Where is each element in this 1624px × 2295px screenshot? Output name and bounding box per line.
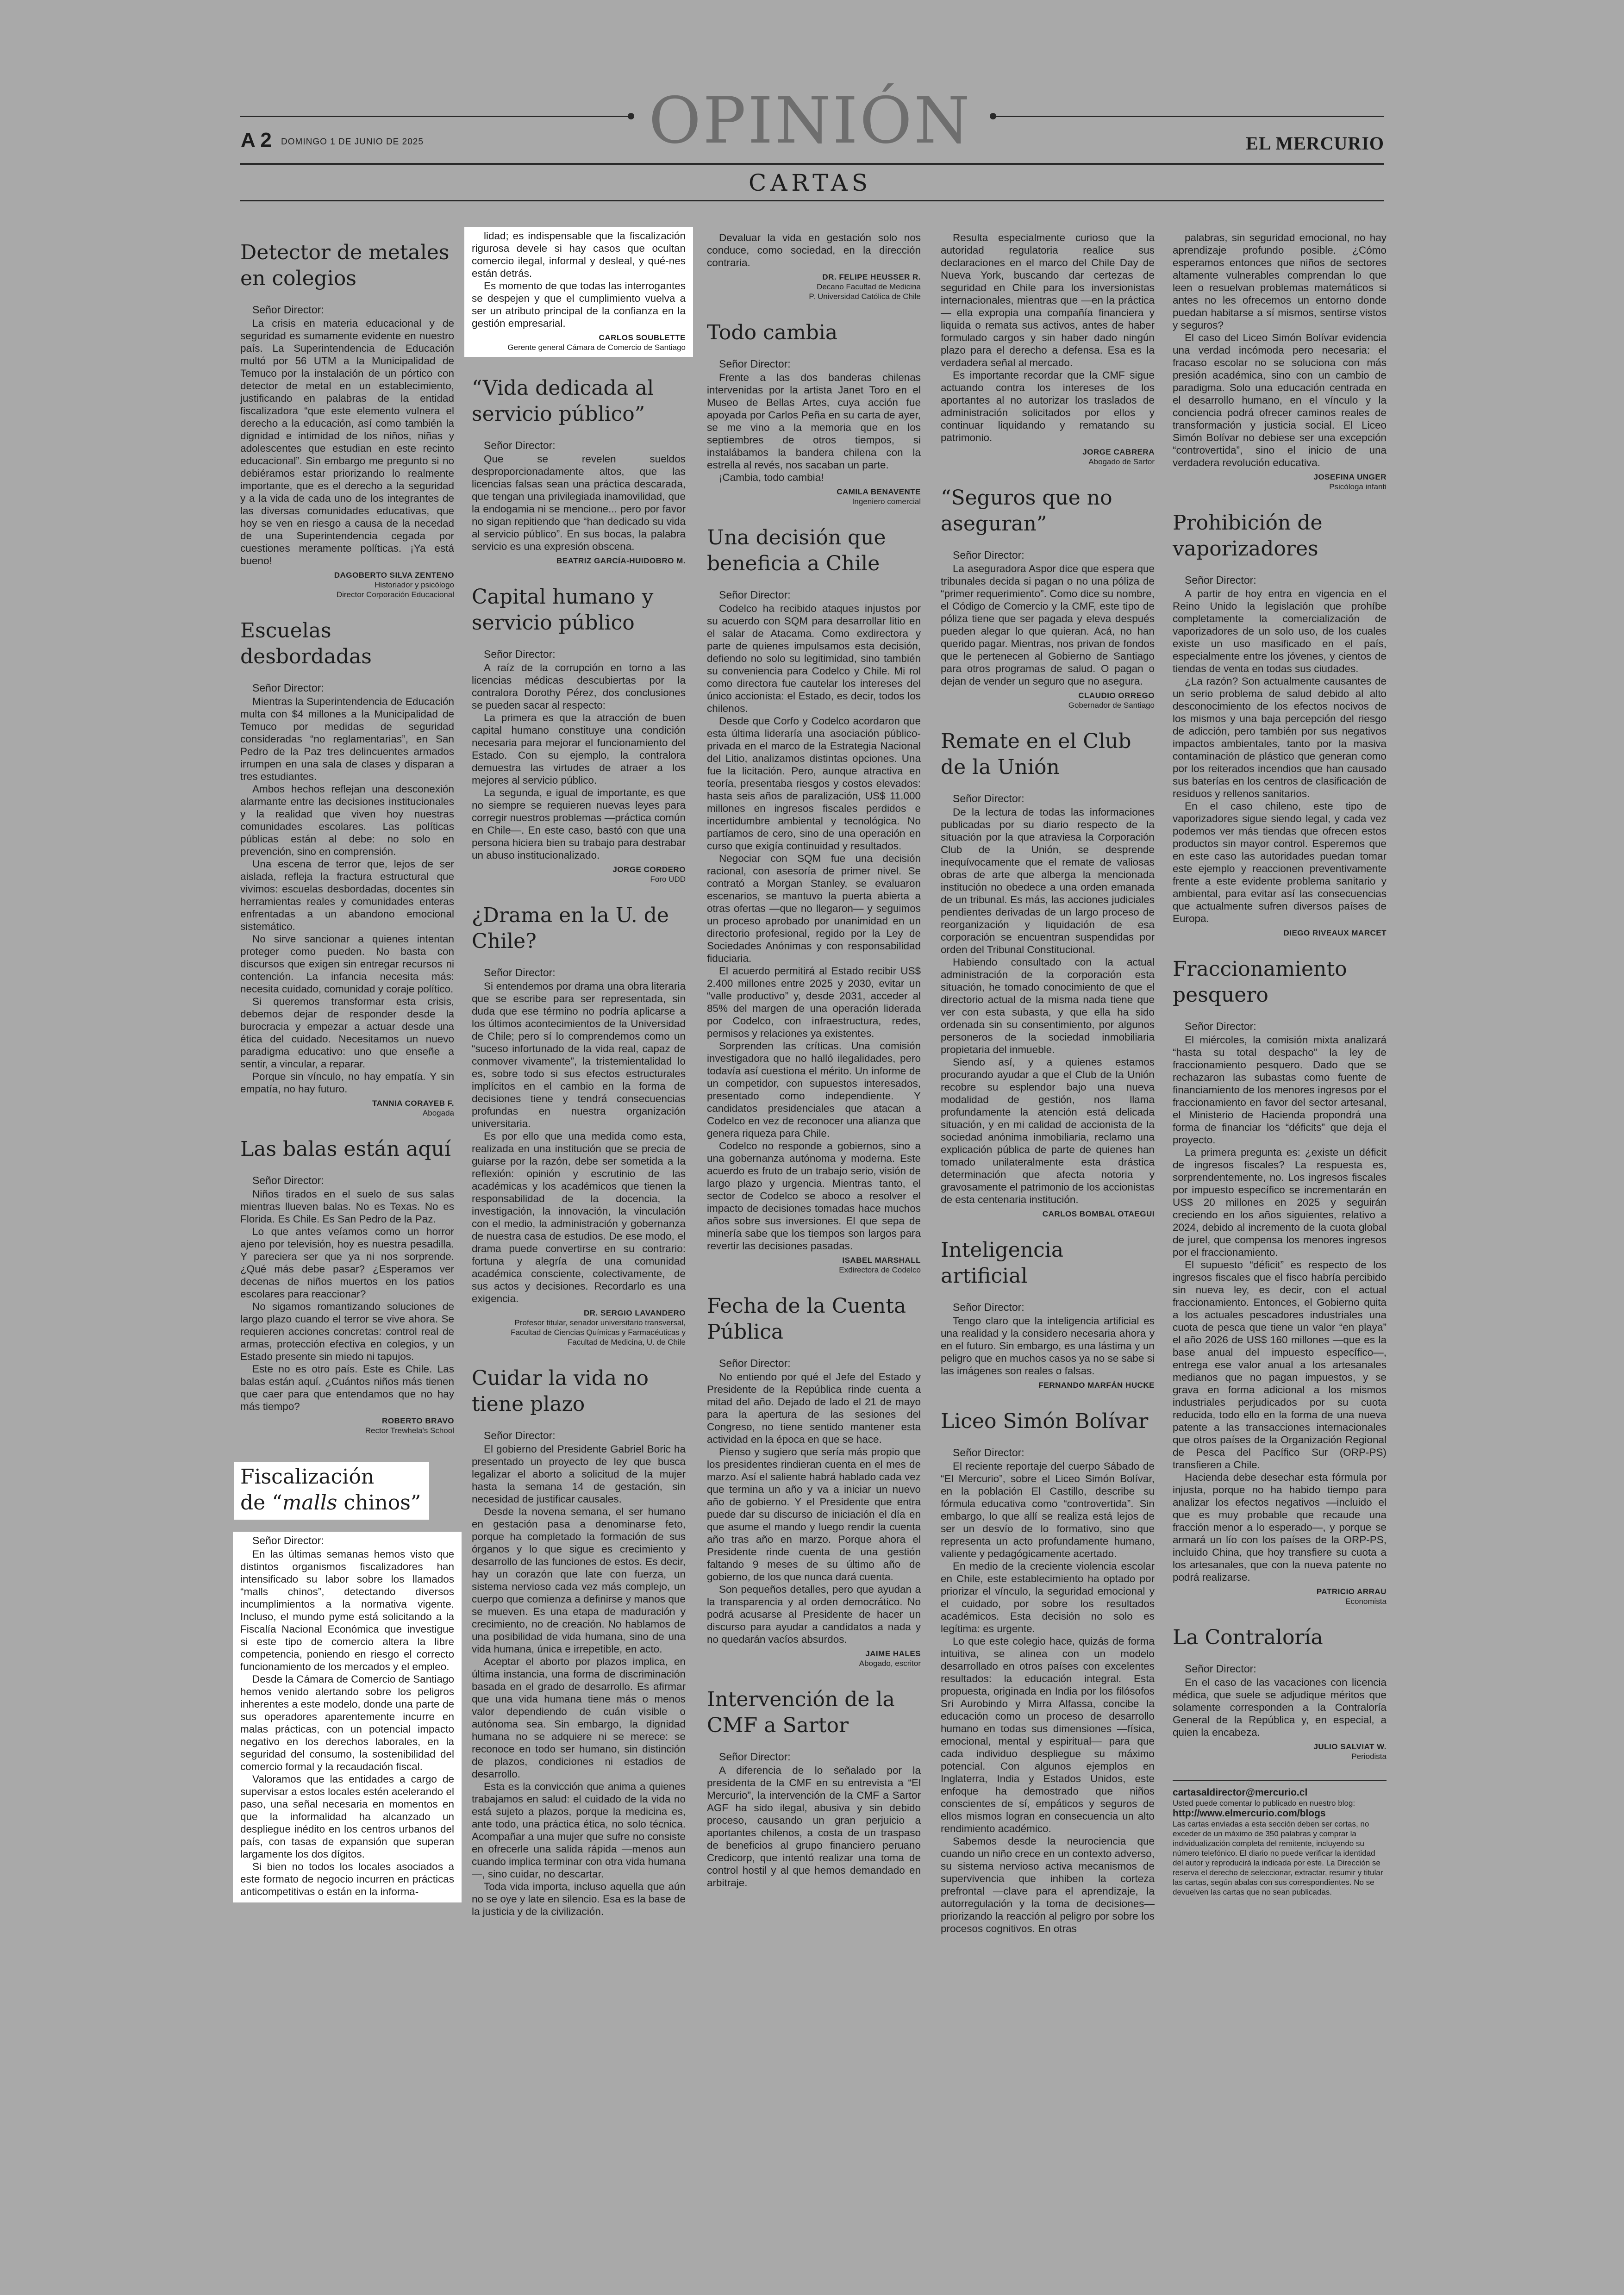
- masthead-rule-bottom: [240, 200, 1384, 201]
- letter-paragraph: A diferencia de lo señalado por la presidenta de la CMF en su entrevista a “El Mercurio”, la intervención de la CMF a Sartor AGF ha sido ilegal, abusiva y sin debido proceso, causando un gran perjuicio a aportantes chilenos, a costa de un traspaso de beneficios al grupo financiero peruano Credicorp, que intentó realizar una toma de control hostil y al que hemos demandado en arbitraje.: [707, 1765, 921, 1889]
- letter-paragraph: Frente a las dos banderas chilenas intervenidas por la artista Janet Toro en el Museo de Bellas Artes, cuya acción fue apoyada por Carlos Peña en su carta de ayer, se me vino a la memoria que en los septiembres de otros tiempos, si instalábamos la bandera chilena con la estrella al revés, nos sacaban un parte.: [707, 372, 921, 471]
- letter-signature: PATRICIO ARRAU: [1316, 1587, 1387, 1596]
- contact-email-link[interactable]: cartasaldirector@mercurio.cl: [1173, 1787, 1308, 1798]
- letter-role: [240, 1426, 454, 1435]
- letter-role: [707, 1659, 921, 1668]
- letter-paragraph: Aceptar el aborto por plazos implica, en última instancia, una forma de discriminación basada en el grado de desarrollo. Es afirmar que una vida humana tiene más o menos valor dependiendo de cuán visible o autónoma sea. Sin embargo, la dignidad humana no se adquiere ni se merece: se reconoce en todo ser humano, sin distinción de plazos, condiciones ni estadios de desarrollo.: [472, 1656, 686, 1780]
- letter-paragraph: Sabemos desde la neurociencia que cuando un niño crece en un contexto adverso, su sistema nervioso activa mecanismos de supervivencia que inhiben la corteza prefrontal —clave para el aprendizaje, la autorregulación y la toma de decisiones— priorizando la reacción al peligro por sobre los procesos cognitivos. En otras: [941, 1835, 1155, 1934]
- letter-decision: [707, 525, 921, 1275]
- letter-salutation: Señor Director:: [953, 792, 1024, 804]
- letter-salutation: Señor Director:: [1185, 1020, 1256, 1032]
- letter-paragraph: Desde que Corfo y Codelco acordaron que esta última lideraría una asociación público-privada en el marco de la Estrategia Nacional del Litio, analizamos distintas opciones. Una fue la licitación. Pero, aunque atractiva en teoría, presentaba riesgos y costos elevados: hasta seis años de paralización, US$ 11.000 millones en ingresos fiscales perdidos e incertidumbre ambiental y tecnológica. No partíamos de cero, sino de una operación en curso que exigía continuidad y resultados.: [707, 715, 921, 852]
- letter-role: [1173, 482, 1387, 492]
- letter-seguros: [941, 485, 1155, 710]
- column-1: [240, 231, 454, 1921]
- letter-paragraph: El miércoles, la comisión mixta analizará “hasta su total despacho” la ley de fraccionamiento pesquero. Dado que se rechazaron las subastas como fuente de financiamiento de los menores ingresos por el fraccionamiento en favor del sector artesanal, el Ministerio de Hacienda propondrá una forma de financiar los “déficits” que deja el proyecto.: [1173, 1034, 1387, 1146]
- letter-balas: [240, 1136, 454, 1435]
- letter-headline: Las balas están aquí: [240, 1137, 451, 1161]
- letter-salutation: Señor Director:: [252, 304, 324, 316]
- letter-headline: [234, 1462, 429, 1520]
- letter-paragraph: La primera pregunta es: ¿existe un déficit de ingresos fiscales? La respuesta es, sorprendentemente, no. Los ingresos fiscales por impuesto específico se incrementarán en US$ 20 millones en 2025 y seguirán creciendo en los años siguientes, relativo a 2024, debido al incremento de la cuota global de jurel, que compensa los menores ingresos por el fraccionamiento.: [1173, 1147, 1387, 1258]
- letter-paragraph: Habiendo consultado con la actual administración de la corporación esta situación, he tomado conocimiento de que el directorio actual de la misma nada tiene que ver con esta subasta, y que ella ha sido ordenada sin su consentimiento, por algunos personeros de la sociedad inmobiliaria propietaria del inmueble.: [941, 956, 1155, 1055]
- letter-headline: Todo cambia: [707, 321, 838, 344]
- letter-body: [707, 1764, 921, 1889]
- letter-headline: Intervención de la CMF a Sartor: [707, 1688, 895, 1737]
- section-subtitle: CARTAS: [748, 169, 872, 196]
- letter-salutation: Señor Director:: [252, 1534, 324, 1547]
- letter-role-line: Foro UDD: [650, 875, 686, 884]
- letter-headline: ¿Drama en la U. de Chile?: [472, 904, 669, 953]
- letter-headline: Fraccionamiento pesquero: [1173, 957, 1347, 1007]
- letter-paragraph: Devaluar la vida en gestación solo nos conduce, como sociedad, en la dirección contraria.: [707, 232, 921, 268]
- letter-signature: DIEGO RIVEAUX MARCET: [1283, 929, 1387, 937]
- letter-paragraph: Mientras la Superintendencia de Educación multa con $4 millones a la Municipalidad de Temuco por medidas de seguridad consideradas “no reglamentarias”, en San Pedro de la Paz tres delincuentes armados irrumpen en una sala de clases y disparan a tres estudiantes.: [240, 696, 454, 782]
- masthead-rule-left: [240, 116, 630, 117]
- column-4: [941, 231, 1155, 1953]
- letter-detector: [240, 240, 454, 599]
- letter-paragraph: Siendo así, y a quienes estamos procurando ayudar a que el Club de la Unión recobre su esplendor bajo una nueva modalidad de gestión, nos llama profundamente la atención está delicada situación, y en mi calidad de accionista de la sociedad anónima inmobiliaria, reclamo una explicación pública de parte de quienes han tomado unilateralmente esta drástica determinación que afecta notoria y gravosamente el patrimonio de los accionistas de esta centenaria institución.: [941, 1056, 1155, 1205]
- letter-headline: “Vida dedicada al servicio público”: [472, 376, 654, 426]
- letter-body: [707, 371, 921, 484]
- letter-inteligencia: [941, 1237, 1155, 1390]
- letter-remate: [941, 729, 1155, 1219]
- letter-body: [941, 1460, 1155, 1935]
- letter-paragraph: Si entendemos por drama una obra literaria que se escribe para ser representada, sin duda que ese término no podría aplicarse a los últimos acontecimientos de la Universidad de Chile; pero sí lo comprendemos como un “suceso infortunado de la vida real, capaz de conmover vivamente”, la tristemientalidad lo es, sobre todo si sus efectos estructurales implícitos en el cambio en la forma de decisiones tiene y tendrá consecuencias profundas en nuestra organización universitaria.: [472, 980, 686, 1129]
- letter-paragraph: El reciente reportaje del cuerpo Sábado de “El Mercurio”, sobre el Liceo Simón Bolívar, en la población El Castillo, describe su fórmula educativa como “controvertida”. Sin embargo, lo que allí se realiza está lejos de ser un desvío de lo formativo, sino que representa un acto profundamente humano, valiente y pedagógicamente acertado.: [941, 1460, 1155, 1559]
- letter-role: [1173, 1752, 1387, 1761]
- letter-role-line: Periodista: [1351, 1752, 1387, 1761]
- letter-body: [1173, 1676, 1387, 1739]
- letter-cuidar: [472, 1366, 686, 1918]
- letter-signature: CARLOS BOMBAL OTAEGUI: [1042, 1210, 1155, 1218]
- letter-role: Gerente general Cámara de Comercio de Santiago: [507, 343, 686, 352]
- letter-headline: Capital humano y servicio público: [472, 585, 654, 635]
- letter-paragraph: Tengo claro que la inteligencia artificial es una realidad y la considero necesaria ahora y en el futuro. Sin embargo, es una lástima y un peligro que en muchos casos ya no se sabe si las imágenes son reales o falsas.: [941, 1315, 1155, 1377]
- letter-role-line: Gobernador de Santiago: [1068, 701, 1155, 710]
- letter-body: [472, 453, 686, 553]
- letter-paragraph: El caso del Liceo Simón Bolívar evidencia una verdad incómoda pero necesaria: el fracaso escolar no se soluciona con más presión académica, sino con un cambio de paradigma. Solo una educación centrada en el desarrollo humano, en el vínculo y la conciencia podrá ofrecer caminos reales de transformación y justicia social. El Liceo Simón Bolívar no debiese ser una excepción “controvertida”, sino el inicio de una verdadera revolución educativa.: [1173, 332, 1387, 468]
- letter-paragraph: Que se revelen sueldos desproporcionadamente altos, que las licencias falsas sean una práctica descarada, que tengan una privilegiada inamovilidad, que la endogamia ni se mencione... pero por favor no sigan repitiendo que “han dedicado su vida al servicio público”. En sus bocas, la palabra servicio es una expresión obscena.: [472, 453, 686, 552]
- letter-headline: Fecha de la Cuenta Pública: [707, 1294, 906, 1344]
- masthead-rule-right: [994, 116, 1384, 117]
- letter-paragraph: La segunda, e igual de importante, es que no siempre se requieren nuevas leyes para corregir nuestros problemas —práctica común en Chile—. En este caso, bastó con que una persona hiciera bien su trabajo para destrabar un abuso institucionalizado.: [472, 787, 686, 861]
- letter-body: [1173, 1034, 1387, 1584]
- letter-body: [941, 806, 1155, 1206]
- letter-headline: Liceo Simón Bolívar: [941, 1409, 1149, 1433]
- letter-paragraph: En el caso chileno, este tipo de vaporizadores sigue siendo legal, y cada vez podemos ver más tiendas que ofrecen estos productos sin mayor control. Esperemos que en este caso las autoridades puedan tomar este ejemplo y reaccionen preventivamente frente a este evidente problema sanitario y ambiental, para evitar así las consecuencias que actualmente sufren diversos países de Europa.: [1173, 800, 1387, 924]
- letter-role: [707, 1265, 921, 1275]
- letter-signature: CLAUDIO ORREGO: [1078, 691, 1155, 700]
- letter-signature: FERNANDO MARFÁN HUCKE: [1038, 1381, 1155, 1390]
- letter-paragraph: Esta es la convicción que anima a quienes trabajamos en salud: el cuidado de la vida no está sujeto a plazos, porque la medicina es, ante todo, una práctica ética, no solo técnica. Acompañar a una mujer que sufre no consiste en ofrecerle una salida rápida —menos aun cuando implica terminar con otra vida humana—, sino cuidar, no descartar.: [472, 1781, 686, 1880]
- letter-paragraph: Es importante recordar que la CMF sigue actuando contra los intereses de los aportantes al no autorizar los traslados de administración solicitados por ellos y continuar liquidando y rematando su patrimonio.: [941, 369, 1155, 443]
- letter-liceo: [941, 1409, 1155, 1935]
- letter-escuelas: [240, 618, 454, 1118]
- blog-url-link[interactable]: http://www.elmercurio.com/blogs: [1173, 1808, 1326, 1819]
- letter-body: [707, 1371, 921, 1646]
- column-3: [707, 231, 921, 1908]
- letter-paragraph: En las últimas semanas hemos visto que distintos organismos fiscalizadores han intensificado su labor sobre los llamados “malls chinos”, detectando diversos incumplimientos a la normativa vigente. Incluso, el mundo pyme está solicitando a la Fiscalía Nacional Económica que investigue si este tipo de comercio altera la libre competencia, poniendo en riesgo el correcto funcionamiento de los mercados y el empleo.: [240, 1548, 454, 1672]
- letter-role-line: Abogada: [422, 1109, 454, 1117]
- letter-salutation: Señor Director:: [953, 1447, 1024, 1459]
- letter-paragraph: En el caso de las vacaciones con licencia médica, que suele se adjudique méritos que solamente corresponden a la Contraloría General de la República y, en especial, a quien la encabeza.: [1173, 1677, 1387, 1738]
- letter-salutation: Señor Director:: [719, 1357, 791, 1369]
- headline-line-1: Fiscalización: [240, 1465, 375, 1489]
- letter-paragraph: Son pequeños detalles, pero que ayudan a la transparencia y al orden democrático. No podrá acusarse al Presidente de hacer un discurso para ayudar a candidatos a nada y no quedarán vacíos absurdos.: [707, 1584, 921, 1645]
- letter-role-line: Psicóloga infanti: [1329, 482, 1387, 491]
- letter-role-line: Decano Facultad de Medicina: [817, 282, 921, 291]
- letter-headline: Prohibición de vaporizadores: [1173, 511, 1323, 561]
- letter-body: [707, 602, 921, 1252]
- letter-salutation: Señor Director:: [953, 549, 1024, 561]
- letter-signature: DAGOBERTO SILVA ZENTENO: [334, 571, 454, 580]
- letter-signature: JOSEFINA UNGER: [1313, 473, 1387, 481]
- letter-paragraph: El gobierno del Presidente Gabriel Boric ha presentado un proyecto de ley que busca legalizar el aborto a solicitud de la mujer hasta la semana 14 de gestación, sin necesidad de justificar causales.: [472, 1443, 686, 1505]
- masthead-rule-main: [240, 163, 1384, 165]
- letter-role-line: Ingeniero comercial: [852, 497, 921, 506]
- letter-role-line: Historiador y psicólogo: [375, 580, 454, 589]
- letter-signature: JULIO SALVIAT W.: [1313, 1742, 1387, 1751]
- letter-cmf: [707, 1687, 921, 1889]
- letter-signature: CARLOS SOUBLETTE: [599, 333, 686, 342]
- letter-role-line: Exdirectora de Codelco: [839, 1266, 921, 1274]
- letter-drama: [472, 903, 686, 1347]
- newspaper-name: EL MERCURIO: [1246, 133, 1384, 154]
- letter-paragraph: Desde la Cámara de Comercio de Santiago hemos venido alertando sobre los peligros inherentes a este modelo, donde una parte de sus operadores aparentemente incurre en malas prácticas, con un potencial impacto negativo en los derechos laborales, en la seguridad del consumo, la sostenibilidad del comercio formal y la recaudación fiscal.: [240, 1673, 454, 1772]
- letter-headline: Una decisión que beneficia a Chile: [707, 526, 886, 575]
- letter-signature: DR. SERGIO LAVANDERO: [584, 1309, 686, 1317]
- letter-paragraph: Si queremos transformar esta crisis, debemos dejar de responder desde la burocracia y empezar a actuar desde una ética del cuidado. Necesitamos un nuevo paradigma educativo: uno que enseñe a sentir, a vincular, a reparar.: [240, 996, 454, 1070]
- letter-salutation: Señor Director:: [484, 648, 556, 660]
- letter-role-line: Facultad de Ciencias Químicas y Farmacéuticas y: [511, 1328, 686, 1337]
- letter-todo: [707, 320, 921, 506]
- letter-paragraph: Codelco no responde a gobiernos, sino a una gobernanza autónoma y moderna. Este acuerdo es fruto de un trabajo serio, visión de largo plazo y urgencia. Mientras tanto, el sector de Codelco se aboco a resolver el impacto de decisiones tomadas hace muchos años sobre sus inversiones. El que sepa de minería sabe que los tiempos son largos para revertir las decisiones pasadas.: [707, 1140, 921, 1252]
- submission-guidelines: Las cartas enviadas a esta sección deben ser cortas, no exceder de un máximo de 350 palabras y comprar la individualización completa del remitente, incluyendo su número telefónico. El diario no puede verificar la identidad del autor y reproducirá la indicada por este. La Dirección se reserva el derecho de seleccionar, extractar, resumir y titular las cartas, según abalas con sus correspondientes. No se devuelven las cartas que no sean publicadas.: [1173, 1820, 1383, 1896]
- letter-paragraph: La aseguradora Aspor dice que espera que tribunales decida si pagan o no una póliza de “primer requerimiento”. Como dice su nombre, el Código de Comercio y la CMF, este tipo de póliza tiene que ser pagada y eleva después pueden alegar lo que quieran. Acá, no han querido pagar. Mientras, nos privan de fondos que le pertenecen al Gobierno de Santiago para otros programas de salud. O pagan o dejan de vender un seguro que no asegura.: [941, 563, 1155, 687]
- letter-body: [1173, 587, 1387, 925]
- letter-salutation: Señor Director:: [484, 439, 556, 451]
- letter-malls: [240, 1454, 454, 1902]
- letter-paragraph: Resulta especialmente curioso que la autoridad regulatoria realice sus declaraciones en el marco del Chile Day de Nueva York, buscando dar certezas de seguridad en Chile para los inversionistas internacionales, mientras que —en la práctica— ella expropia una compañía financiera y liquida o remata sus activos, antes de haber formulado cargos y sin haber dado ningún plazo para el derecho a defensa. Esa es la verdadera señal al mercado.: [941, 232, 1155, 368]
- letter-body: [240, 1188, 454, 1413]
- letter-signature: DR. FELIPE HEUSSER R.: [822, 273, 921, 281]
- headline-line-2-prefix: de “: [240, 1491, 282, 1515]
- letter-paragraph: No sigamos romantizando soluciones de largo plazo cuando el terror se vive ahora. Se requieren acciones concretas: control real de armas, protección efectiva en colegios, y un Estado presente sin miedo ni tapujos.: [240, 1301, 454, 1362]
- letter-signature: BEATRIZ GARCÍA-HUIDOBRO M.: [556, 556, 686, 565]
- letter-role: [472, 1318, 686, 1347]
- letter-paragraph: No sirve sancionar a quienes intentan proteger como pueden. No basta con discursos que exigen sin entregar recursos ni contención. La infancia necesita más: necesita cuidado, comunidad y coraje político.: [240, 933, 454, 995]
- letter-malls-continuation: [464, 227, 693, 357]
- letter-cmf-continuation: [941, 231, 1155, 467]
- letter-liceo-continuation: [1173, 231, 1387, 492]
- letter-fraccionamiento: [1173, 956, 1387, 1606]
- letter-vapo: [1173, 510, 1387, 938]
- letter-role: [240, 1108, 454, 1118]
- contact-note: Usted puede comentar lo publicado en nuestro blog:: [1173, 1799, 1355, 1808]
- letter-paragraph: Si bien no todos los locales asociados a este formato de negocio incurren en prácticas anticompetitivas o están en la informa-: [240, 1861, 454, 1897]
- letter-salutation: Señor Director:: [719, 358, 791, 370]
- letter-paragraph: Lo que este colegio hace, quizás de forma intuitiva, se alinea con un modelo desarrollado en otros países con excelentes resultados: la educación integral. Esta propuesta, originada en India por los filósofos Sri Aurobindo y Mirra Alfassa, concibe la educación como un proceso de desarrollo humano en todas sus dimensiones —física, emocional, mental y espiritual— para que cada individuo despliegue su máximo potencial. Con algunos ejemplos en Inglaterra, India y Estados Unidos, este enfoque ha demostrado que niños conscientes de sí, empáticos y seguros de ellos mismos logran en consecuencia un alto rendimiento académico.: [941, 1635, 1155, 1834]
- letter-body: [941, 231, 1155, 444]
- letter-paragraph: Es momento de que todas las interrogantes se despejen y que el cumplimiento vuelva a ser un atributo principal de la confianza en la gestión empresarial.: [472, 280, 686, 329]
- letter-role: [707, 497, 921, 506]
- letter-paragraph: ¡Cambia, todo cambia!: [719, 472, 824, 483]
- column-2: [472, 231, 686, 1936]
- letter-signature: JAIME HALES: [865, 1649, 921, 1658]
- letter-salutation: Señor Director:: [1185, 1663, 1256, 1675]
- letter-paragraph: palabras, sin seguridad emocional, no hay aprendizaje profundo posible. ¿Cómo esperamos entonces que niños de sectores altamente vulnerables comprendan lo que leen o resuelvan problemas matemáticos si antes no les ofrecemos un entorno donde puedan habitarse a sí mismos, sentirse vistos y seguros?: [1173, 232, 1387, 331]
- letter-paragraph: Toda vida importa, incluso aquella que aún no se oye y late en silencio. Esa es la base de la justicia y de la civilización.: [472, 1881, 686, 1917]
- page-date: DOMINGO 1 DE JUNIO DE 2025: [281, 137, 424, 147]
- section-title: OPINIÓN: [649, 83, 972, 158]
- letter-headline: Escuelas desbordadas: [240, 619, 372, 668]
- letter-salutation: Señor Director:: [953, 1301, 1024, 1313]
- letter-salutation: Señor Director:: [719, 589, 791, 601]
- headline-line-2-suffix: chinos”: [337, 1491, 421, 1515]
- letter-role-line: Profesor titular, senador universitario transversal,: [514, 1318, 686, 1327]
- letter-paragraph: Es por ello que una medida como esta, realizada en una institución que se precia de guiarse por la razón, debe ser sometida a la reflexión: opinión y escrutinio de las académicas y los académicos que tienen la responsabilidad de la docencia, la investigación, la innovación, la vinculación con el medio, la administración y gobernanza de nuestra casa de estudios. De ese modo, el drama puede convertirse en su contrario: fortuna y alegría de una comunidad académica consciente, colectivamente, de sus actos y decisiones. Recordarlo es una exigencia.: [472, 1130, 686, 1304]
- letter-capital: [472, 584, 686, 884]
- column-5: [1173, 231, 1387, 1897]
- letter-body: [941, 562, 1155, 687]
- letter-paragraph: Valoramos que las entidades a cargo de supervisar a estos locales estén acelerando el paso, una señal necesaria en momentos en que la informalidad ha alcanzado un despliegue inédito en los centros urbanos del país, con tasas de expansión que superan largamente los dos dígitos.: [240, 1773, 454, 1860]
- letter-vida: [472, 375, 686, 566]
- letter-paragraph: A partir de hoy entra en vigencia en el Reino Unido la legislación que prohíbe completamente la comercialización de vaporizadores de un solo uso, de los cuales existe un uso masificado en el país, especialmente entre los jóvenes, y cientos de tiendas de venta en todas sus ciudades.: [1173, 588, 1387, 674]
- letter-body: [1173, 231, 1387, 469]
- letter-paragraph: De la lectura de todas las informaciones publicadas por su diario respecto de la situación por la que atraviesa la Corporación Club de la Unión, se desprende inequívocamente que el remate de valiosas obras de arte que alberga la mencionada institución no obedece a una orden emanada de un tribunal. Es más, las acciones judiciales pendientes derivadas de un largo proceso de reorganización y liquidación de esa corporación se encuentran suspendidas por orden del Tribunal Constitucional.: [941, 806, 1155, 955]
- contact-box: [1173, 1780, 1387, 1897]
- letter-signature: JORGE CORDERO: [612, 865, 686, 874]
- letter-signature: TANNIA CORAYEB F.: [372, 1099, 454, 1108]
- letter-paragraph: Porque sin vínculo, no hay empatía. Y sin empatía, no hay futuro.: [240, 1071, 454, 1095]
- letter-salutation: Señor Director:: [484, 1429, 556, 1441]
- letter-paragraph: Desde la novena semana, el ser humano en gestación pasa a denominarse feto, porque ha completado la formación de sus órganos y lo que sigue es crecimiento y desarrollo de las funciones de estos. Es decir, hay un corazón que late con fuerza, un sistema nervioso cada vez más complejo, un cuerpo que comienza a definirse y manos que se mueven. Es una etapa de maduración y crecimiento, no de creación. No hablamos de una posibilidad de vida humana, sino de una vida humana, única e irrepetible, en acto.: [472, 1506, 686, 1655]
- letter-paragraph: ¿La razón? Son actualmente causantes de un serio problema de salud debido al alto desconocimiento de los efectos nocivos de los mismos y una baja percepción del riesgo de adicción, pero también por sus negativos impactos ambientales, tanto por la masiva contaminación de plástico que generan como por los reiterados incendios que han causado sus baterías en los centros de clasificación de residuos y rellenos sanitarios.: [1173, 675, 1387, 799]
- letter-paragraph: lidad; es indispensable que la fiscalización rigurosa devele si hay casos que ocultan comercio ilegal, informal y desleal, y qué-nes están detrás.: [472, 230, 686, 279]
- letter-paragraph: A raíz de la corrupción en torno a las licencias médicas descubiertas por la contralora Dorothy Pérez, dos conclusiones se pueden sacar al respecto:: [472, 662, 686, 711]
- letter-paragraph: Ambos hechos reflejan una desconexión alarmante entre las decisiones institucionales y la realidad que viven hoy nuestras comunidades escolares. Las políticas públicas están al debe: no solo en prevención, sino en comprensión.: [240, 783, 454, 857]
- letter-headline: La Contraloría: [1173, 1626, 1323, 1649]
- letter-paragraph: Sorprenden las críticas. Una comisión investigadora que no halló ilegalidades, pero todavía así cuestiona el mérito. Un informe de un competidor, con supuestos interesados, presentado como independiente. Y candidatos presidenciales que atacan a Codelco en vez de reconocer una alianza que genera riqueza para Chile.: [707, 1040, 921, 1139]
- letter-signature: ISABEL MARSHALL: [842, 1256, 921, 1265]
- letter-role-line: Abogado, escritor: [859, 1659, 921, 1668]
- letter-salutation: Señor Director:: [1185, 574, 1256, 586]
- letter-paragraph: Codelco ha recibido ataques injustos por su acuerdo con SQM para desarrollar litio en el salar de Atacama. Como exdirectora y parte de quienes impulsamos esta decisión, defiendo no solo su legitimidad, sino también su conveniencia para Codelco y Chile. Mi rol como directora fue cautelar los intereses del único accionista: el Estado, es decir, todos los chilenos.: [707, 603, 921, 714]
- letter-body: [240, 1548, 454, 1898]
- letter-body: [472, 661, 686, 861]
- letter-fecha: [707, 1293, 921, 1668]
- letter-salutation: Señor Director:: [719, 1751, 791, 1763]
- letter-paragraph: Lo que antes veíamos como un horror ajeno por televisión, hoy es nuestra pesadilla. Y pareciera ser que ya ni nos sorprende. ¿Qué más debe pasar? ¿Esperamos ver decenas de niños muertos en los patios escolares para reaccionar?: [240, 1226, 454, 1300]
- letter-role-line: Rector Trewhela's School: [365, 1426, 454, 1435]
- letter-paragraph: Hacienda debe desechar esta fórmula por injusta, porque no ha habido tiempo para analizar los efectos negativos —incluido el que es muy probable que recaude una fracción menor a lo esperado—, y porque se armará un lío con los países de la ORP-PS, incluido China, que hoy transfiere su cuota a los artesanales, que con la nueva patente no podrá realizarse.: [1173, 1472, 1387, 1583]
- letter-headline: Inteligencia artificial: [941, 1238, 1064, 1288]
- letter-paragraph: El acuerdo permitirá al Estado recibir US$ 2.400 millones entre 2025 y 2030, evitar un “valle productivo” y, desde 2031, acceder al 85% del margen de una operación liderada por Codelco, con infraestructura, redes, permisos y relaciones ya existentes.: [707, 965, 921, 1039]
- letter-signature: CAMILA BENAVENTE: [837, 487, 921, 496]
- letter-signature: JORGE CABRERA: [1082, 448, 1155, 456]
- letter-body: [472, 980, 686, 1305]
- letter-role: [472, 874, 686, 884]
- headline-line-2-italic: malls: [282, 1491, 337, 1515]
- page-number: A 2: [241, 129, 272, 151]
- letter-role-line: Director Corporación Educacional: [336, 590, 454, 599]
- letter-headline: “Seguros que no aseguran”: [941, 486, 1112, 536]
- letter-role: [941, 700, 1155, 710]
- letter-paragraph: No entiendo por qué el Jefe del Estado y Presidente de la República rinde cuenta a mitad del año. Dejado de lado el 21 de mayo para la apertura de las sesiones del Congreso, no tiene sentido mantener esta actividad en la época en que se hace.: [707, 1371, 921, 1445]
- letter-salutation: Señor Director:: [252, 682, 324, 694]
- letter-salutation: Señor Director:: [484, 967, 556, 979]
- highlighted-letter-box: [233, 1532, 462, 1902]
- letter-headline: Detector de metales en colegios: [240, 241, 450, 290]
- letter-role: [1173, 1597, 1387, 1606]
- letter-role: [240, 580, 454, 599]
- letter-paragraph: La crisis en materia educacional y de seguridad es sumamente evidente en nuestro país. La Superintendencia de Educación multó por 56 UTM a la Municipalidad de Temuco por la instalación de un pórtico con detector de metal en un establecimiento, justificando en palabras de la entidad fiscalizadora “que este elemento vulnera el derecho a la educación, así como también la dignidad e intimidad de los niños, niñas y adolescentes que estudian en este recinto educacional”. Sin embargo me pregunto si no debiéramos estar priorizando lo realmente importante, que es el derecho a la seguridad y a la vida de cada uno de los integrantes de las diversas comunidades educativas, que hoy se ven en riesgo a causa de la necedad de una Superintendencia cegada por cuestiones meramente políticas. ¡Ya está bueno!: [240, 318, 454, 567]
- letter-paragraph: Niños tirados en el suelo de sus salas mientras llueven balas. No es Texas. No es Florida. Es Chile. Es San Pedro de la Paz.: [240, 1188, 454, 1225]
- letter-role: [707, 282, 921, 301]
- letter-salutation: Señor Director:: [252, 1174, 324, 1186]
- letter-role-line: P. Universidad Católica de Chile: [809, 292, 921, 301]
- letter-headline: Remate en el Club de la Unión: [941, 730, 1131, 779]
- letter-contraloria: [1173, 1625, 1387, 1761]
- letter-paragraph: El supuesto “déficit” es respecto de los ingresos fiscales que el fisco habría percibido sin nueva ley, es decir, con el actual fraccionamiento. Entonces, el Gobierno quita a los actuales pescadores industriales una cuota de pesca que tiene un valor “en playa” el año 2026 de US$ 160 millones —que es la base anual del impuesto específico—, entrega ese valor anual a los artesanales medianos que no pagan impuestos, y se grava en forma adicional a los mismos industriales perjudicados por su cuota reducida, todo ello en la forma de una nueva patente a las transacciones internacionales que otros países de la Organización Regional de Pesca del Pacífico Sur (ORP-PS) transfieren a Chile.: [1173, 1259, 1387, 1471]
- letter-signature: ROBERTO BRAVO: [381, 1416, 454, 1425]
- letter-paragraph: Negociar con SQM fue una decisión racional, con asesoría de primer nivel. Se contrató a Morgan Stanley, se evaluaron escenarios, se mantuvo la puerta abierta a otras ofertas —que no llegaron— y seguimos un proceso aprobado por unanimidad en un directorio profesional, regido por la Ley de Sociedades Anónimas y con responsabilidad fiduciaria.: [707, 853, 921, 964]
- letter-paragraph: Pienso y sugiero que sería más propio que los presidentes rindieran cuenta en el mes de marzo. Así el saliente habrá hablado cada vez que termina un año y va a iniciar un nuevo año de gobierno. Y el Presidente que entra puede dar su discurso de iniciación el día en que asume el mando y luego rendir la cuenta año tras año en marzo. Porque ahora el Presidente rinde cuenta de una gestión faltando 9 meses de su último año de gobierno, de los que nunca dará cuenta.: [707, 1446, 921, 1583]
- letter-role-line: Economista: [1345, 1597, 1387, 1606]
- letter-role: [941, 457, 1155, 467]
- letter-paragraph: Este no es otro país. Este es Chile. Las balas están aquí. ¿Cuántos niños más tienen que caer para que entendamos que no hay más tiempo?: [240, 1363, 454, 1412]
- letter-role-line: Abogado de Sartor: [1088, 457, 1155, 466]
- letter-body: [240, 695, 454, 1095]
- letter-body: [240, 317, 454, 567]
- letter-paragraph: Una escena de terror que, lejos de ser aislada, refleja la fractura estructural que vivimos: escuelas desbordadas, docentes sin herramientas reales y comunidades enteras enfrentadas a un abandono emocional sistemático.: [240, 858, 454, 932]
- letter-headline: Cuidar la vida no tiene plazo: [472, 1366, 649, 1416]
- letter-paragraph: En medio de la creciente violencia escolar en Chile, este establecimiento ha optado por priorizar el vínculo, la seguridad emocional y el cuidado, por sobre los resultados académicos. Esta decisión no solo es legítima: es urgente.: [941, 1560, 1155, 1634]
- letter-body: [472, 1443, 686, 1918]
- letter-paragraph: La primera es que la atracción de buen capital humano constituye una condición necesaria para mejorar el funcionamiento del Estado. Con su ejemplo, la contralora demuestra las virtudes de atraer a los mejores al servicio público.: [472, 712, 686, 786]
- letter-body: [472, 230, 686, 330]
- letter-role-line: Facultad de Medicina, U. de Chile: [567, 1338, 686, 1347]
- letter-cuidar-continuation: [707, 231, 921, 301]
- letter-body: [941, 1315, 1155, 1377]
